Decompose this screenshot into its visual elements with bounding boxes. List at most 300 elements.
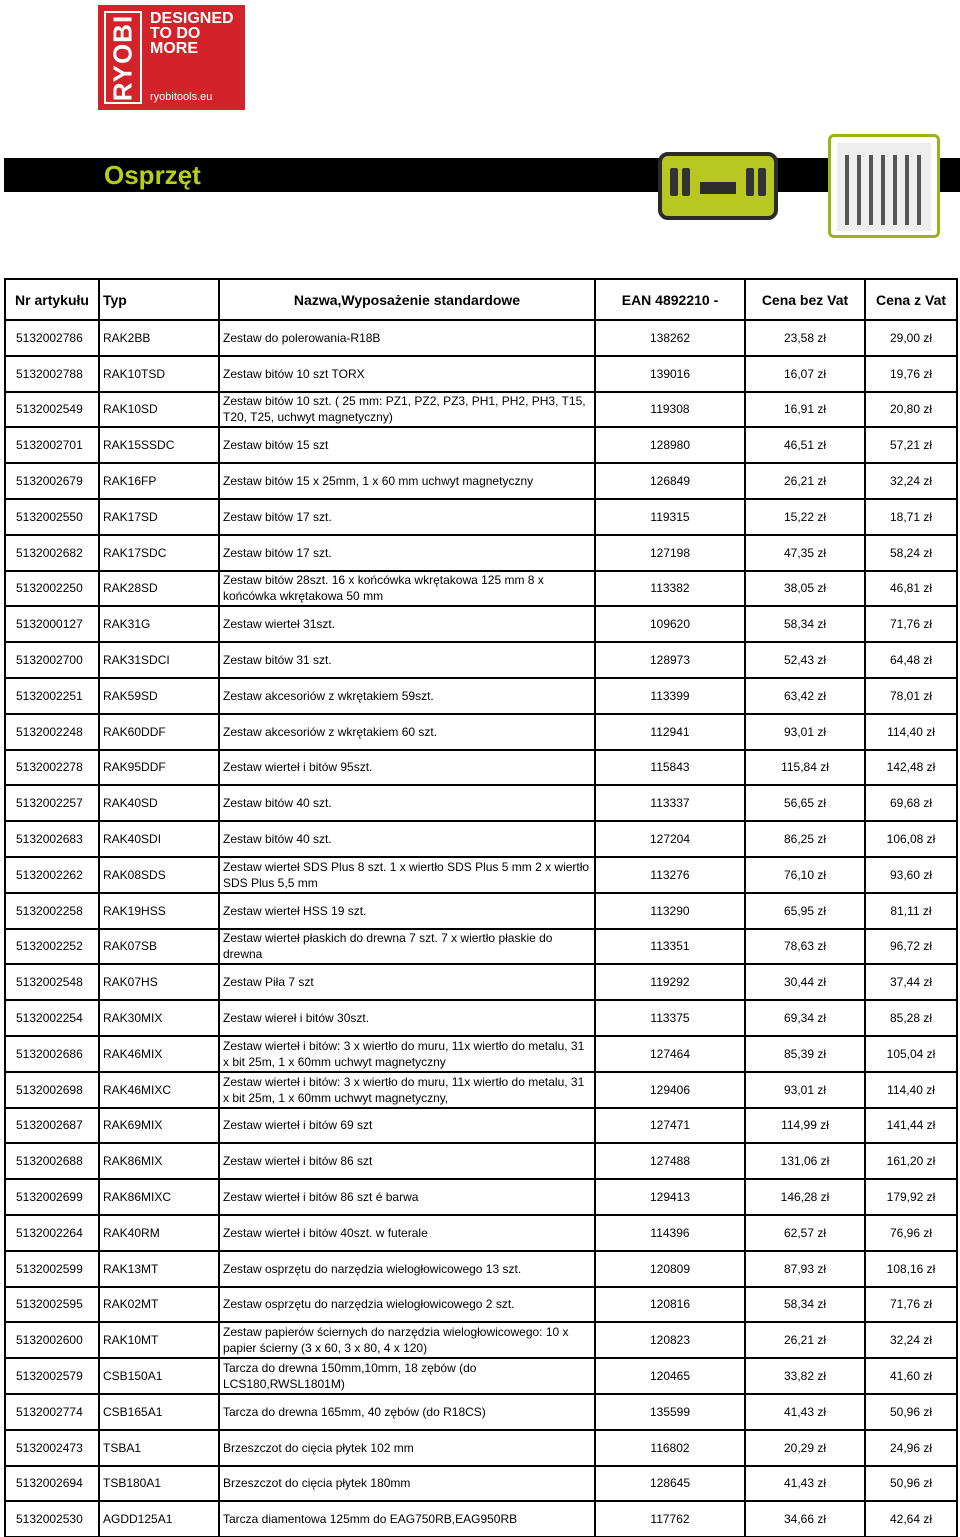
col-header-gross-price: Cena z Vat xyxy=(865,279,957,320)
ean-cell: 138262 xyxy=(595,320,745,356)
name-text: Zestaw wierteł i bitów 95szt. xyxy=(223,760,373,775)
case-panel xyxy=(837,143,931,231)
gross-price-cell: 106,08 zł xyxy=(865,821,957,857)
name-text: Zestaw wierteł 31szt. xyxy=(223,617,336,632)
type-cell: RAK95DDF xyxy=(99,750,219,786)
article-number-cell: 5132002595 xyxy=(5,1287,99,1323)
table-row xyxy=(5,463,957,499)
brand-mark xyxy=(104,11,142,104)
gross-price-cell: 37,44 zł xyxy=(865,964,957,1000)
brand-name: RYOBI xyxy=(107,14,138,101)
net-price-cell: 15,22 zł xyxy=(745,499,865,535)
ean-cell: 126849 xyxy=(595,463,745,499)
table-body xyxy=(5,320,957,1537)
case-slot xyxy=(670,168,678,196)
name-cell xyxy=(219,1501,595,1537)
article-number-cell: 5132002278 xyxy=(5,750,99,786)
col-header-name: Nazwa,Wyposażenie standardowe xyxy=(219,279,595,320)
article-number-cell: 5132002549 xyxy=(5,392,99,428)
ean-cell: 114396 xyxy=(595,1215,745,1251)
ean-cell: 120465 xyxy=(595,1358,745,1394)
name-cell xyxy=(219,1466,595,1502)
type-cell: RAK60DDF xyxy=(99,714,219,750)
name-text: Zestaw papierów ściernych do narzędzia wielogłowicowego: 10 x papier ścierny (3 x 60, 3 x 80, 4 x 120) xyxy=(223,1325,569,1356)
type-cell: RAK40SDI xyxy=(99,821,219,857)
gross-price-cell: 78,01 zł xyxy=(865,678,957,714)
gross-price-cell: 50,96 zł xyxy=(865,1394,957,1430)
table-row xyxy=(5,678,957,714)
case-slot xyxy=(758,168,766,196)
name-cell xyxy=(219,1322,595,1358)
article-number-cell: 5132002248 xyxy=(5,714,99,750)
article-number-cell: 5132002699 xyxy=(5,1179,99,1215)
gross-price-cell: 71,76 zł xyxy=(865,1287,957,1323)
table-row xyxy=(5,750,957,786)
name-text: Zestaw akcesoriów z wkrętakiem 59szt. xyxy=(223,688,434,703)
ean-cell: 113276 xyxy=(595,857,745,893)
name-text: Zestaw bitów 40 szt. xyxy=(223,796,332,811)
col-header-article: Nr artykułu xyxy=(5,279,99,320)
type-cell: TSBA1 xyxy=(99,1430,219,1466)
net-price-cell: 146,28 zł xyxy=(745,1179,865,1215)
ean-cell: 128973 xyxy=(595,642,745,678)
article-number-cell: 5132002548 xyxy=(5,964,99,1000)
name-text: Zestaw wierteł i bitów: 3 x wiertło do muru, 11x wiertło do metalu, 31 x bit 25m, 1 x 60mm uchwyt magnetyczny, xyxy=(223,1074,585,1105)
table-row xyxy=(5,1143,957,1179)
ean-cell: 116802 xyxy=(595,1430,745,1466)
net-price-cell: 52,43 zł xyxy=(745,642,865,678)
ean-cell: 113375 xyxy=(595,1000,745,1036)
article-number-cell: 5132002786 xyxy=(5,320,99,356)
gross-price-cell: 32,24 zł xyxy=(865,463,957,499)
product-image-bit-case xyxy=(658,152,778,220)
name-text: Zestaw wierteł i bitów 86 szt xyxy=(223,1154,373,1169)
type-cell: AGDD125A1 xyxy=(99,1501,219,1537)
type-cell: RAK13MT xyxy=(99,1251,219,1287)
net-price-cell: 20,29 zł xyxy=(745,1430,865,1466)
name-cell xyxy=(219,427,595,463)
type-cell: RAK10MT xyxy=(99,1322,219,1358)
name-cell xyxy=(219,1143,595,1179)
name-text: Zestaw wierteł i bitów: 3 x wiertło do muru, 11x wiertło do metalu, 31 x bit 25m, 1 x 60mm uchwyt magnetyczny xyxy=(223,1038,585,1069)
name-cell xyxy=(219,1215,595,1251)
name-cell xyxy=(219,1287,595,1323)
drill-bit xyxy=(905,155,909,225)
col-header-ean: EAN 4892210 - xyxy=(595,279,745,320)
name-text: Zestaw bitów 10 szt. ( 25 mm: PZ1, PZ2, PZ3, PH1, PH2, PH3, T15, T20, T25, uchwyt magnetyczny) xyxy=(223,394,586,425)
name-text: Tarcza do drewna 150mm,10mm, 18 zębów (do LCS180,RWSL1801M) xyxy=(223,1361,477,1391)
net-price-cell: 93,01 zł xyxy=(745,714,865,750)
name-text: Zestaw bitów 40 szt. xyxy=(223,832,332,847)
type-cell: RAK16FP xyxy=(99,463,219,499)
table-row xyxy=(5,642,957,678)
gross-price-cell: 41,60 zł xyxy=(865,1358,957,1394)
drill-bit xyxy=(881,155,885,225)
name-cell xyxy=(219,893,595,929)
table-row xyxy=(5,857,957,893)
ean-cell: 135599 xyxy=(595,1394,745,1430)
article-number-cell: 5132002258 xyxy=(5,893,99,929)
ean-cell: 127488 xyxy=(595,1143,745,1179)
gross-price-cell: 57,21 zł xyxy=(865,427,957,463)
table-row xyxy=(5,714,957,750)
article-number-cell: 5132002579 xyxy=(5,1358,99,1394)
name-cell xyxy=(219,1394,595,1430)
article-number-cell: 5132002251 xyxy=(5,678,99,714)
name-cell xyxy=(219,1251,595,1287)
name-cell xyxy=(219,785,595,821)
brand-site: ryobitools.eu xyxy=(150,91,213,103)
article-number-cell: 5132002679 xyxy=(5,463,99,499)
ean-cell: 139016 xyxy=(595,356,745,392)
name-text: Zestaw wierteł i bitów 86 szt é barwa xyxy=(223,1190,419,1205)
gross-price-cell: 142,48 zł xyxy=(865,750,957,786)
article-number-cell: 5132002694 xyxy=(5,1466,99,1502)
table-row xyxy=(5,893,957,929)
net-price-cell: 23,58 zł xyxy=(745,320,865,356)
gross-price-cell: 93,60 zł xyxy=(865,857,957,893)
name-cell xyxy=(219,964,595,1000)
type-cell: RAK40RM xyxy=(99,1215,219,1251)
ean-cell: 120809 xyxy=(595,1251,745,1287)
case-brand-label xyxy=(700,182,736,194)
name-text: Zestaw wierteł i bitów 69 szt xyxy=(223,1118,373,1133)
gross-price-cell: 18,71 zł xyxy=(865,499,957,535)
name-cell xyxy=(219,929,595,965)
net-price-cell: 114,99 zł xyxy=(745,1108,865,1144)
net-price-cell: 46,51 zł xyxy=(745,427,865,463)
article-number-cell: 5132002600 xyxy=(5,1322,99,1358)
table-row xyxy=(5,571,957,607)
name-cell xyxy=(219,320,595,356)
type-cell: RAK19HSS xyxy=(99,893,219,929)
drill-bit xyxy=(869,155,873,225)
name-text: Zestaw do polerowania-R18B xyxy=(223,330,381,345)
price-table xyxy=(4,278,958,1537)
drill-bit xyxy=(917,155,921,225)
gross-price-cell: 20,80 zł xyxy=(865,392,957,428)
gross-price-cell: 161,20 zł xyxy=(865,1143,957,1179)
net-price-cell: 30,44 zł xyxy=(745,964,865,1000)
gross-price-cell: 69,68 zł xyxy=(865,785,957,821)
net-price-cell: 86,25 zł xyxy=(745,821,865,857)
table-row xyxy=(5,499,957,535)
article-number-cell: 5132002698 xyxy=(5,1072,99,1108)
type-cell: CSB150A1 xyxy=(99,1358,219,1394)
name-text: Zestaw wierteł płaskich do drewna 7 szt. 7 x wiertło płaskie do drewna xyxy=(223,931,553,962)
name-cell xyxy=(219,392,595,428)
net-price-cell: 69,34 zł xyxy=(745,1000,865,1036)
net-price-cell: 76,10 zł xyxy=(745,857,865,893)
type-cell: RAK46MIX xyxy=(99,1036,219,1072)
name-text: Brzeszczot do cięcia płytek 102 mm xyxy=(223,1440,414,1455)
gross-price-cell: 64,48 zł xyxy=(865,642,957,678)
name-text: Zestaw bitów 31 szt. xyxy=(223,653,332,668)
name-cell xyxy=(219,1358,595,1394)
name-text: Zestaw wierteł SDS Plus 8 szt. 1 x wiertło SDS Plus 5 mm 2 x wiertło SDS Plus 5,5 mm xyxy=(223,859,590,890)
name-text: Tarcza diamentowa 125mm do EAG750RB,EAG950RB xyxy=(223,1512,518,1527)
ean-cell: 119308 xyxy=(595,392,745,428)
net-price-cell: 58,34 zł xyxy=(745,1287,865,1323)
gross-price-cell: 114,40 zł xyxy=(865,1072,957,1108)
gross-price-cell: 29,00 zł xyxy=(865,320,957,356)
ean-cell: 117762 xyxy=(595,1501,745,1537)
ean-cell: 113399 xyxy=(595,678,745,714)
table-row xyxy=(5,320,957,356)
table-row xyxy=(5,1430,957,1466)
product-image-drill-case xyxy=(828,134,940,238)
col-header-type: Typ xyxy=(99,279,219,320)
gross-price-cell: 85,28 zł xyxy=(865,1000,957,1036)
name-text: Zestaw osprzętu do narzędzia wielogłowicowego 13 szt. xyxy=(223,1261,522,1276)
net-price-cell: 65,95 zł xyxy=(745,893,865,929)
name-cell xyxy=(219,463,595,499)
net-price-cell: 58,34 zł xyxy=(745,606,865,642)
article-number-cell: 5132002250 xyxy=(5,571,99,607)
table-row xyxy=(5,1501,957,1537)
ean-cell: 120823 xyxy=(595,1322,745,1358)
article-number-cell: 5132002530 xyxy=(5,1501,99,1537)
type-cell: CSB165A1 xyxy=(99,1394,219,1430)
gross-price-cell: 179,92 zł xyxy=(865,1179,957,1215)
article-number-cell: 5132002599 xyxy=(5,1251,99,1287)
net-price-cell: 26,21 zł xyxy=(745,463,865,499)
name-cell xyxy=(219,1000,595,1036)
name-cell xyxy=(219,1430,595,1466)
type-cell: RAK10TSD xyxy=(99,356,219,392)
ean-cell: 127464 xyxy=(595,1036,745,1072)
table-row xyxy=(5,1287,957,1323)
net-price-cell: 26,21 zł xyxy=(745,1322,865,1358)
table-row xyxy=(5,785,957,821)
table-row xyxy=(5,1358,957,1394)
ean-cell: 113351 xyxy=(595,929,745,965)
net-price-cell: 47,35 zł xyxy=(745,535,865,571)
net-price-cell: 16,91 zł xyxy=(745,392,865,428)
article-number-cell: 5132002262 xyxy=(5,857,99,893)
net-price-cell: 62,57 zł xyxy=(745,1215,865,1251)
name-cell xyxy=(219,821,595,857)
table-row xyxy=(5,392,957,428)
name-cell xyxy=(219,535,595,571)
drill-bit xyxy=(893,155,897,225)
article-number-cell: 5132002700 xyxy=(5,642,99,678)
type-cell: RAK15SSDC xyxy=(99,427,219,463)
ean-cell: 128980 xyxy=(595,427,745,463)
type-cell: RAK17SD xyxy=(99,499,219,535)
table-row xyxy=(5,356,957,392)
net-price-cell: 33,82 zł xyxy=(745,1358,865,1394)
name-cell xyxy=(219,1072,595,1108)
ean-cell: 113382 xyxy=(595,571,745,607)
name-cell xyxy=(219,750,595,786)
ean-cell: 128645 xyxy=(595,1466,745,1502)
name-cell xyxy=(219,1036,595,1072)
name-cell xyxy=(219,1179,595,1215)
name-cell xyxy=(219,571,595,607)
type-cell: RAK28SD xyxy=(99,571,219,607)
name-text: Zestaw bitów 10 szt TORX xyxy=(223,366,365,381)
gross-price-cell: 108,16 zł xyxy=(865,1251,957,1287)
type-cell: RAK31G xyxy=(99,606,219,642)
net-price-cell: 56,65 zł xyxy=(745,785,865,821)
gross-price-cell: 32,24 zł xyxy=(865,1322,957,1358)
table-row xyxy=(5,1322,957,1358)
net-price-cell: 131,06 zł xyxy=(745,1143,865,1179)
article-number-cell: 5132002686 xyxy=(5,1036,99,1072)
name-text: Tarcza do drewna 165mm, 40 zębów (do R18CS) xyxy=(223,1404,486,1419)
ean-cell: 119292 xyxy=(595,964,745,1000)
type-cell: RAK17SDC xyxy=(99,535,219,571)
type-cell: RAK08SDS xyxy=(99,857,219,893)
net-price-cell: 78,63 zł xyxy=(745,929,865,965)
table-row xyxy=(5,1394,957,1430)
name-cell xyxy=(219,857,595,893)
name-text: Brzeszczot do cięcia płytek 180mm xyxy=(223,1476,411,1491)
case-slot xyxy=(746,168,754,196)
ryobi-logo xyxy=(98,5,245,110)
ean-cell: 127198 xyxy=(595,535,745,571)
table-row xyxy=(5,606,957,642)
gross-price-cell: 71,76 zł xyxy=(865,606,957,642)
article-number-cell: 5132002774 xyxy=(5,1394,99,1430)
name-text: Zestaw bitów 15 szt xyxy=(223,438,329,453)
table-row xyxy=(5,821,957,857)
ean-cell: 120816 xyxy=(595,1287,745,1323)
drill-bit xyxy=(845,155,849,225)
type-cell: RAK10SD xyxy=(99,392,219,428)
name-text: Zestaw bitów 17 szt. xyxy=(223,509,332,524)
gross-price-cell: 114,40 zł xyxy=(865,714,957,750)
gross-price-cell: 19,76 zł xyxy=(865,356,957,392)
type-cell: RAK30MIX xyxy=(99,1000,219,1036)
table-row xyxy=(5,964,957,1000)
table-row xyxy=(5,1179,957,1215)
table-header-row xyxy=(5,279,957,320)
name-text: Zestaw bitów 17 szt. xyxy=(223,545,332,560)
brand-tagline: DESIGNED TO DO MORE xyxy=(150,10,234,57)
name-text: Zestaw osprzętu do narzędzia wielogłowicowego 2 szt. xyxy=(223,1297,515,1312)
net-price-cell: 87,93 zł xyxy=(745,1251,865,1287)
article-number-cell: 5132002682 xyxy=(5,535,99,571)
net-price-cell: 115,84 zł xyxy=(745,750,865,786)
name-text: Zestaw Piła 7 szt xyxy=(223,975,314,990)
section-title: Osprzęt xyxy=(104,160,201,190)
net-price-cell: 34,66 zł xyxy=(745,1501,865,1537)
type-cell: RAK86MIX xyxy=(99,1143,219,1179)
name-cell xyxy=(219,499,595,535)
gross-price-cell: 81,11 zł xyxy=(865,893,957,929)
net-price-cell: 85,39 zł xyxy=(745,1036,865,1072)
name-text: Zestaw akcesoriów z wkrętakiem 60 szt. xyxy=(223,724,438,739)
type-cell: RAK40SD xyxy=(99,785,219,821)
drill-bit xyxy=(857,155,861,225)
gross-price-cell: 105,04 zł xyxy=(865,1036,957,1072)
table-row xyxy=(5,1072,957,1108)
name-cell xyxy=(219,678,595,714)
type-cell: TSB180A1 xyxy=(99,1466,219,1502)
gross-price-cell: 96,72 zł xyxy=(865,929,957,965)
gross-price-cell: 46,81 zł xyxy=(865,571,957,607)
article-number-cell: 5132002701 xyxy=(5,427,99,463)
ean-cell: 112941 xyxy=(595,714,745,750)
table-row xyxy=(5,535,957,571)
ean-cell: 109620 xyxy=(595,606,745,642)
type-cell: RAK07HS xyxy=(99,964,219,1000)
ean-cell: 127204 xyxy=(595,821,745,857)
ean-cell: 119315 xyxy=(595,499,745,535)
article-number-cell: 5132002683 xyxy=(5,821,99,857)
type-cell: RAK86MIXC xyxy=(99,1179,219,1215)
type-cell: RAK59SD xyxy=(99,678,219,714)
gross-price-cell: 42,64 zł xyxy=(865,1501,957,1537)
type-cell: RAK07SB xyxy=(99,929,219,965)
col-header-net-price: Cena bez Vat xyxy=(745,279,865,320)
ean-cell: 127471 xyxy=(595,1108,745,1144)
article-number-cell: 5132002688 xyxy=(5,1143,99,1179)
name-cell xyxy=(219,606,595,642)
case-slot xyxy=(682,168,690,196)
article-number-cell: 5132002473 xyxy=(5,1430,99,1466)
gross-price-cell: 24,96 zł xyxy=(865,1430,957,1466)
ean-cell: 115843 xyxy=(595,750,745,786)
article-number-cell: 5132002254 xyxy=(5,1000,99,1036)
type-cell: RAK31SDCI xyxy=(99,642,219,678)
ean-cell: 129413 xyxy=(595,1179,745,1215)
type-cell: RAK69MIX xyxy=(99,1108,219,1144)
article-number-cell: 5132002264 xyxy=(5,1215,99,1251)
ean-cell: 129406 xyxy=(595,1072,745,1108)
name-text: Zestaw wiereł i bitów 30szt. xyxy=(223,1011,370,1026)
net-price-cell: 16,07 zł xyxy=(745,356,865,392)
name-cell xyxy=(219,1108,595,1144)
article-number-cell: 5132002550 xyxy=(5,499,99,535)
article-number-cell: 5132002257 xyxy=(5,785,99,821)
article-number-cell: 5132002687 xyxy=(5,1108,99,1144)
table-row xyxy=(5,427,957,463)
table-row xyxy=(5,1215,957,1251)
name-text: Zestaw wierteł i bitów 40szt. w futerale xyxy=(223,1225,428,1240)
section-banner xyxy=(4,158,960,192)
net-price-cell: 41,43 zł xyxy=(745,1466,865,1502)
type-cell: RAK2BB xyxy=(99,320,219,356)
net-price-cell: 41,43 zł xyxy=(745,1394,865,1430)
ean-cell: 113290 xyxy=(595,893,745,929)
name-cell xyxy=(219,714,595,750)
table-row xyxy=(5,1036,957,1072)
gross-price-cell: 58,24 zł xyxy=(865,535,957,571)
net-price-cell: 63,42 zł xyxy=(745,678,865,714)
article-number-cell: 5132002788 xyxy=(5,356,99,392)
name-text: Zestaw bitów 15 x 25mm, 1 x 60 mm uchwyt magnetyczny xyxy=(223,474,534,489)
name-text: Zestaw wierteł HSS 19 szt. xyxy=(223,903,367,918)
table-row xyxy=(5,1000,957,1036)
table-row xyxy=(5,1466,957,1502)
article-number-cell: 5132000127 xyxy=(5,606,99,642)
name-text: Zestaw bitów 28szt. 16 x końcówka wkrętakowa 125 mm 8 x końcówka wkrętakowa 50 mm xyxy=(223,573,544,604)
type-cell: RAK02MT xyxy=(99,1287,219,1323)
table-row xyxy=(5,1108,957,1144)
ean-cell: 113337 xyxy=(595,785,745,821)
net-price-cell: 38,05 zł xyxy=(745,571,865,607)
name-cell xyxy=(219,642,595,678)
table-row xyxy=(5,929,957,965)
gross-price-cell: 50,96 zł xyxy=(865,1466,957,1502)
gross-price-cell: 76,96 zł xyxy=(865,1215,957,1251)
table-row xyxy=(5,1251,957,1287)
net-price-cell: 93,01 zł xyxy=(745,1072,865,1108)
gross-price-cell: 141,44 zł xyxy=(865,1108,957,1144)
